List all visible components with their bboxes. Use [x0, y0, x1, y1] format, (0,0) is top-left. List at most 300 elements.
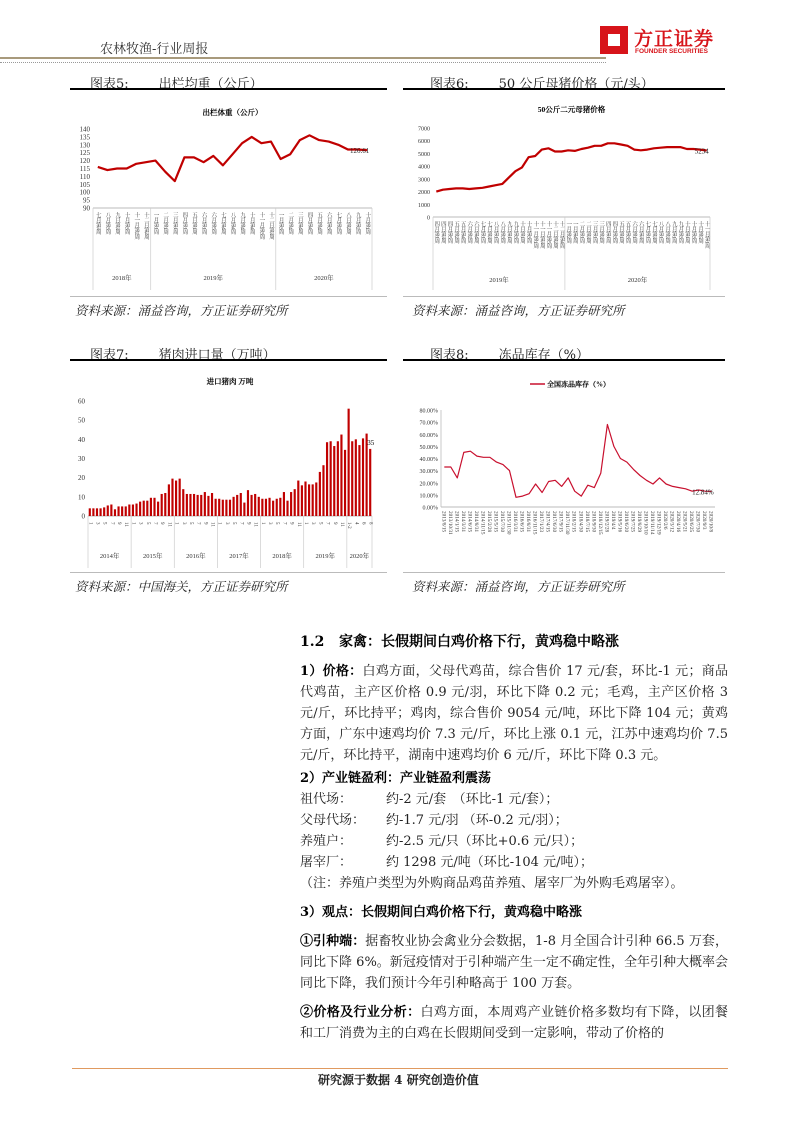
- profit-row: [300, 852, 728, 873]
- x-tick-label: 二月第4周: [287, 212, 294, 235]
- x-tick-label: 四月第1周: [604, 221, 611, 244]
- x-tick-label: 9: [159, 522, 165, 525]
- bar: [100, 508, 102, 516]
- bar: [161, 494, 163, 516]
- x-tick-label: 八月第2周: [344, 212, 351, 235]
- last-value-label: 5234: [694, 147, 709, 156]
- x-tick-label: 五月第1周: [191, 212, 198, 235]
- bar: [197, 495, 199, 516]
- series-line: [436, 143, 706, 191]
- figure-6-source: 资料来源：涌益咨询，方正证券研究所: [412, 303, 625, 318]
- figure-7-source: 资料来源：中国海关，方正证券研究所: [75, 579, 288, 594]
- x-tick-label: 八月第3周: [104, 212, 111, 235]
- x-tick-label: 1: [259, 522, 265, 525]
- section-heading: 1.2 家禽：长假期间白鸡价格下行，黄鸡稳中略涨: [300, 634, 619, 650]
- y-tick-label: 95: [83, 196, 90, 205]
- row-key: 养殖户：: [300, 834, 353, 849]
- x-tick-label: 十一月第3周: [538, 221, 545, 249]
- x-tick-label: 十一月第1周: [532, 221, 539, 249]
- bar: [92, 508, 94, 516]
- x-tick-label: 9: [116, 522, 122, 525]
- bar: [265, 499, 267, 516]
- title-underline: [403, 88, 725, 90]
- chart-title: 进口猪肉 万吨: [206, 377, 254, 386]
- bar: [308, 484, 310, 516]
- paragraph-price: [300, 661, 728, 766]
- x-tick-label: 二月第3周: [584, 221, 591, 244]
- x-tick-label: 1: [302, 522, 308, 525]
- x-tick-label: 2018/7/15: [583, 511, 590, 533]
- y-tick-label: 0.00%: [422, 505, 438, 512]
- x-tick-label: 十月第5周: [697, 221, 704, 244]
- bar: [186, 494, 188, 516]
- y-tick-label: 20.00%: [419, 481, 438, 488]
- x-tick-label: 一月第2周: [565, 221, 572, 244]
- x-tick-label: 2018/4/30: [577, 511, 584, 533]
- logo-en: FOUNDER SECURITIES: [635, 48, 708, 55]
- x-tick-label: 7: [238, 522, 244, 525]
- x-tick-label: 七月第3周: [486, 221, 493, 244]
- year-label: 2018年: [112, 275, 132, 282]
- profit-note: （注：养殖户类型为外购商品鸡苗养殖、屠宰厂为外购毛鸡屠宰）。: [300, 876, 684, 891]
- bar: [132, 505, 134, 517]
- x-tick-label: 三月第3周: [598, 221, 605, 244]
- x-tick-label: 五月第4周: [316, 212, 323, 235]
- x-tick-label: 九月第3周: [677, 221, 684, 244]
- y-tick-label: 120: [79, 157, 90, 166]
- bar: [301, 485, 303, 516]
- chart-pork-imports: [70, 370, 390, 570]
- x-tick-label: 2018/9/30: [590, 511, 597, 533]
- bar: [243, 503, 245, 516]
- x-tick-label: 十月第3周: [525, 221, 532, 244]
- bar: [315, 482, 317, 516]
- x-tick-label: 四月第3周: [611, 221, 618, 244]
- year-label: 2018年: [272, 553, 292, 560]
- bar: [276, 499, 278, 516]
- bar: [229, 500, 231, 516]
- year-label: 2015年: [142, 553, 163, 560]
- x-tick-label: 六月第2周: [466, 221, 473, 244]
- x-tick-label: 六月第3周: [325, 212, 332, 235]
- y-tick-label: 0: [81, 512, 85, 521]
- x-tick-label: 九月第3周: [114, 212, 121, 235]
- title-underline: [403, 359, 725, 361]
- x-tick-label: 2014/3/31: [459, 511, 466, 533]
- x-tick-label: 5: [274, 522, 280, 525]
- y-tick-label: 4000: [418, 164, 430, 171]
- x-tick-label: 七月第2周: [335, 212, 342, 235]
- x-tick-label: 2019/7/25: [629, 511, 636, 533]
- y-tick-label: 1000: [418, 202, 430, 209]
- x-tick-label: 六月第1周: [200, 212, 207, 235]
- paragraph-label: ①引种端：: [300, 934, 366, 949]
- year-label: 2019年: [489, 277, 509, 284]
- y-tick-label: 5000: [418, 151, 430, 158]
- x-tick-label: 3: [223, 522, 229, 525]
- bar: [150, 498, 152, 516]
- profit-row: [300, 789, 728, 810]
- bar: [171, 479, 173, 516]
- x-tick-label: 十二月第4周: [558, 221, 565, 249]
- paragraph-text: 据畜牧业协会禽业分会数据，1-8 月全国合计引种 66.5 万套，同比下降 6%。新冠疫情对于引种端产生一定不确定性，全年引种大概率会同比下降，我们预计今年引种略高于 100 万套。: [300, 934, 728, 991]
- header-divider-dotted: [0, 62, 606, 63]
- x-tick-label: 六月第1周: [631, 221, 638, 244]
- x-tick-label: 七月第3周: [650, 221, 657, 244]
- bar: [362, 438, 364, 516]
- bar: [179, 479, 181, 516]
- x-tick-label: 八月第4周: [229, 212, 236, 235]
- x-tick-label: 十月第1周: [519, 221, 526, 244]
- x-tick-label: 五月第1周: [617, 221, 624, 244]
- year-label: 2014年: [99, 553, 120, 560]
- bar: [236, 495, 238, 516]
- x-tick-label: 1: [87, 522, 93, 525]
- bar: [344, 450, 346, 516]
- company-logo: [600, 24, 722, 58]
- x-tick-label: 十月第1周: [364, 212, 371, 235]
- x-tick-label: 四月第1周: [433, 221, 440, 244]
- y-tick-label: 105: [79, 180, 90, 189]
- bar: [254, 494, 256, 516]
- bar: [204, 492, 206, 516]
- y-tick-label: 100: [79, 188, 90, 197]
- y-tick-label: 0: [427, 215, 430, 222]
- x-tick-label: 2016/8/31: [525, 511, 532, 533]
- x-tick-label: 4: [353, 522, 359, 525]
- chart-title: 50公斤二元母猪价格: [537, 105, 606, 114]
- footer-text: 研究源于数据 4 研究创造价值: [318, 1073, 479, 1087]
- paragraph-analysis: [300, 1002, 728, 1044]
- x-tick-label: 二月第1周: [162, 212, 169, 235]
- x-tick-label: 11: [252, 522, 258, 527]
- bar: [168, 484, 170, 516]
- figure-label: 图表7:: [90, 348, 129, 363]
- x-tick-label: 2018/12/15: [596, 511, 603, 535]
- chart-title: 出栏体重（公斤）: [202, 108, 263, 117]
- x-tick-label: 八月第3周: [664, 221, 671, 244]
- paragraph-profit-heading: 2）产业链盈利：产业链盈利震荡: [300, 771, 492, 786]
- bar: [279, 498, 281, 516]
- series-line: [444, 425, 711, 498]
- x-tick-label: 2020/5/21: [681, 511, 688, 533]
- y-tick-label: 60.00%: [419, 432, 438, 439]
- x-tick-label: 2013/10/31: [446, 511, 453, 535]
- x-tick-label: 3: [94, 522, 100, 525]
- x-tick-label: 七月第4周: [219, 212, 226, 235]
- x-tick-label: 5: [317, 522, 323, 525]
- x-tick-label: 2017/11/30: [564, 511, 571, 535]
- row-value: 约-2.5 元/只（环比+0.6 元/只）；: [386, 834, 584, 849]
- x-tick-label: 十月第3周: [123, 212, 130, 235]
- x-tick-label: 2020/9/3: [701, 511, 708, 530]
- y-tick-label: 140: [79, 125, 90, 134]
- x-tick-label: 2016/3/31: [512, 511, 519, 533]
- x-tick-label: 2014/6/15: [466, 511, 473, 533]
- row-key: 祖代场：: [300, 792, 353, 807]
- x-tick-label: 1-2: [346, 522, 352, 529]
- footer-divider: [72, 1068, 728, 1069]
- year-label: 2020年: [314, 275, 334, 282]
- bar: [369, 449, 371, 516]
- x-tick-label: 七月第1周: [479, 221, 486, 244]
- bar: [117, 506, 119, 516]
- y-tick-label: 90: [83, 204, 90, 213]
- x-tick-label: 一月第3周: [277, 212, 284, 235]
- x-tick-label: 四月第3周: [439, 221, 446, 244]
- x-tick-label: 2020/10/8: [707, 511, 714, 533]
- x-tick-label: 2014/1/15: [453, 511, 460, 533]
- bar: [222, 500, 224, 516]
- x-tick-label: 六月第4周: [472, 221, 479, 244]
- bar: [286, 501, 288, 516]
- x-tick-label: 九月第2周: [354, 212, 361, 235]
- x-tick-label: 3: [180, 522, 186, 525]
- bar: [143, 501, 145, 516]
- bar: [164, 493, 166, 516]
- x-tick-label: 2016/6/15: [518, 511, 525, 533]
- x-tick-label: 五月第2周: [453, 221, 460, 244]
- y-tick-label: 7000: [418, 126, 430, 133]
- paragraph-label: 1）价格：: [300, 664, 363, 679]
- bar: [139, 502, 141, 516]
- figure-caption: 猪肉进口量（万吨）: [158, 348, 276, 363]
- x-tick-label: 2014/11/15: [479, 511, 486, 535]
- bar: [193, 494, 195, 516]
- year-label: 2019年: [315, 553, 336, 560]
- bar: [268, 498, 270, 516]
- row-key: 父母代场：: [300, 813, 366, 828]
- x-tick-label: 一月第4周: [571, 221, 578, 244]
- x-tick-label: 2015/5/15: [492, 511, 499, 533]
- x-tick-label: 2017/1/23: [538, 511, 545, 533]
- source-divider: [70, 572, 387, 573]
- bar: [103, 507, 105, 516]
- figure-5-source: 资料来源：涌益咨询，方正证券研究所: [75, 303, 288, 318]
- bar: [153, 498, 155, 516]
- x-tick-label: 三月第1周: [591, 221, 598, 244]
- y-tick-label: 40: [78, 435, 85, 444]
- source-divider: [403, 296, 725, 297]
- bar: [125, 506, 127, 516]
- x-tick-label: 九月第1周: [670, 221, 677, 244]
- x-tick-label: 11: [295, 522, 301, 527]
- y-tick-label: 30.00%: [419, 469, 438, 476]
- x-tick-label: 2015/7/30: [498, 511, 505, 533]
- year-label: 2016年: [186, 553, 206, 560]
- year-label: 2020年: [627, 277, 648, 284]
- paragraph-breeding: [300, 931, 728, 994]
- x-tick-label: 1: [130, 522, 136, 525]
- x-tick-label: 三月第4周: [296, 212, 303, 235]
- bar: [250, 495, 252, 516]
- x-tick-label: 一月第1周: [152, 212, 159, 235]
- paragraph-label: ②价格及行业分析：: [300, 1005, 421, 1020]
- y-tick-label: 60: [78, 397, 85, 406]
- x-tick-label: 2019/6/20: [622, 511, 629, 533]
- x-tick-label: 七月第3周: [94, 212, 101, 235]
- x-tick-label: 11: [209, 522, 215, 527]
- row-value: 约-2 元/套 （环比-1 元/套）；: [386, 792, 559, 807]
- bar: [135, 504, 137, 516]
- bar: [107, 505, 109, 516]
- x-tick-label: 3: [310, 522, 316, 525]
- y-tick-label: 50.00%: [419, 444, 438, 451]
- section-poultry: [300, 632, 728, 1044]
- x-tick-label: 2019/2/28: [603, 511, 610, 533]
- x-tick-label: 五月第4周: [459, 221, 466, 244]
- x-tick-label: 11: [338, 522, 344, 527]
- x-tick-label: 11: [166, 522, 172, 527]
- x-tick-label: 2019/4/4: [609, 511, 616, 530]
- x-tick-label: 十一月第5周: [545, 221, 552, 249]
- bar: [157, 502, 159, 516]
- bar: [218, 499, 220, 516]
- y-tick-label: 70.00%: [419, 420, 438, 427]
- x-tick-label: 六月第5周: [210, 212, 217, 235]
- x-tick-label: 三月第1周: [171, 212, 178, 235]
- last-value-label: 12.84%: [692, 488, 714, 497]
- bar: [312, 484, 314, 516]
- bar: [297, 481, 299, 516]
- x-tick-label: 五月第3周: [624, 221, 631, 244]
- y-tick-label: 135: [79, 133, 90, 142]
- y-tick-label: 50: [78, 416, 85, 425]
- chart-sow-price: [405, 95, 735, 290]
- y-tick-label: 10.00%: [419, 493, 438, 500]
- x-tick-label: 1: [173, 522, 179, 525]
- x-tick-label: 八月第3周: [499, 221, 506, 244]
- source-divider: [403, 572, 725, 573]
- paragraph-text: 白鸡方面，本周鸡产业链价格多数均有下降，以团餐和工厂消费为主的白鸡在长假期间受到一定影响，带动了价格的: [300, 1005, 728, 1041]
- y-tick-label: 125: [79, 149, 90, 158]
- bar: [200, 495, 202, 516]
- row-value: 约-1.7 元/羽 （环-0.2 元/羽）；: [386, 813, 568, 828]
- x-tick-label: 九月第3周: [512, 221, 519, 244]
- y-tick-label: 80.00%: [419, 408, 438, 415]
- x-tick-label: 2019/11/14: [649, 511, 656, 535]
- x-tick-label: 四月第1周: [181, 212, 188, 235]
- year-label: 2017年: [229, 553, 249, 560]
- x-tick-label: 2020/4/16: [675, 511, 682, 533]
- figure-label: 图表8:: [430, 348, 469, 363]
- x-tick-label: 2019/8/29: [635, 511, 642, 533]
- x-tick-label: 9: [202, 522, 208, 525]
- x-tick-label: 六月第3周: [637, 221, 644, 244]
- bar: [225, 500, 227, 516]
- bar: [215, 499, 217, 516]
- x-tick-label: 二月第1周: [578, 221, 585, 244]
- x-tick-label: 十月第3周: [690, 221, 697, 244]
- x-tick-label: 3: [137, 522, 143, 525]
- title-underline: [70, 359, 387, 361]
- x-tick-label: 2015/11/30: [505, 511, 512, 535]
- year-label: 2019年: [203, 275, 224, 282]
- x-tick-label: 9: [245, 522, 251, 525]
- y-tick-label: 40.00%: [419, 457, 438, 463]
- x-tick-label: 2014/8/31: [472, 511, 479, 533]
- y-tick-label: 130: [79, 141, 90, 150]
- x-tick-label: 2017/9/15: [557, 511, 564, 533]
- bar: [326, 442, 328, 516]
- y-tick-label: 3000: [418, 177, 430, 184]
- bar: [114, 509, 116, 516]
- paragraph-text: 白鸡方面，父母代鸡苗，综合售价 17 元/套，环比-1 元；商品代鸡苗，主产区价格 0.9 元/羽，环比下降 0.2 元；毛鸡，主产区价格 3 元/斤，环比持平；鸡肉，综合售价 9054 元/吨，环比下降 104 元；黄鸡方面，广东中速鸡均价 7.3 元/斤，环比上涨 0.1 元，江苏中速鸡均价 7.5 元/斤，环比持平，湖南中速鸡均价 6 元/斤，环比下降 0.3 元。: [300, 664, 729, 763]
- x-tick-label: 5: [144, 522, 150, 525]
- bar: [272, 501, 274, 516]
- header-divider: [0, 57, 606, 59]
- bar: [110, 505, 112, 517]
- x-tick-label: 2013/8/15: [440, 511, 447, 533]
- x-tick-label: 1: [216, 522, 222, 525]
- x-tick-label: 2020/3/12: [668, 511, 675, 533]
- x-tick-label: 7: [108, 522, 114, 525]
- last-value-label: 126.61: [349, 147, 370, 156]
- bar: [355, 439, 357, 516]
- x-tick-label: 2017/4/15: [544, 511, 551, 533]
- bar: [175, 481, 177, 516]
- bar: [290, 492, 292, 516]
- bar: [96, 508, 98, 516]
- series-line: [98, 135, 367, 181]
- bar: [258, 497, 260, 516]
- x-tick-label: 6: [360, 522, 366, 525]
- bar: [337, 441, 339, 516]
- logo-mark-icon: [600, 26, 628, 54]
- x-tick-label: 9: [288, 522, 294, 525]
- figure-caption: 冻品库存（%）: [498, 348, 590, 363]
- x-tick-label: 九月第1周: [505, 221, 512, 244]
- bar: [283, 492, 285, 516]
- bar: [121, 506, 123, 516]
- x-tick-label: 3: [267, 522, 273, 525]
- bar: [89, 508, 91, 516]
- x-tick-label: 八月第1周: [492, 221, 499, 244]
- x-tick-label: 5: [231, 522, 237, 525]
- row-key: 屠宰厂：: [300, 855, 353, 870]
- x-tick-label: 2020/7/30: [694, 511, 701, 533]
- x-tick-label: 七月第1周: [644, 221, 651, 244]
- x-tick-label: 十月第1周: [683, 221, 690, 244]
- x-tick-label: 2019/5/16: [616, 511, 623, 533]
- bar: [182, 489, 184, 516]
- x-tick-label: 9: [331, 522, 337, 525]
- paragraph-view-heading: 3）观点：长假期间白鸡价格下行，黄鸡稳中略涨: [300, 905, 583, 920]
- x-tick-label: 十二月第2周: [142, 212, 149, 240]
- bar: [247, 490, 249, 516]
- figure-8-source: 资料来源：涌益咨询，方正证券研究所: [412, 579, 625, 594]
- title-underline: [70, 88, 387, 90]
- y-tick-label: 115: [79, 165, 90, 173]
- bar: [333, 446, 335, 516]
- bar: [322, 465, 324, 516]
- legend-label: 全国冻品库存（%）: [547, 380, 610, 389]
- bar: [294, 489, 296, 516]
- chart-slaughter-weight: [70, 95, 390, 290]
- x-tick-label: 2015/2/28: [485, 511, 492, 533]
- y-tick-label: 2000: [418, 190, 430, 197]
- x-tick-label: 2018/2/15: [570, 511, 577, 533]
- logo-cn: 方正证券: [634, 28, 715, 50]
- y-tick-label: 30: [78, 455, 85, 463]
- x-tick-label: 8: [367, 522, 373, 525]
- x-tick-label: 十二月第2周: [552, 221, 559, 249]
- bar: [340, 435, 342, 516]
- bar: [348, 409, 350, 516]
- bar: [351, 441, 353, 516]
- profit-row: [300, 831, 728, 852]
- row-value: 约 1298 元/吨（环比-104 元/吨）；: [386, 855, 593, 870]
